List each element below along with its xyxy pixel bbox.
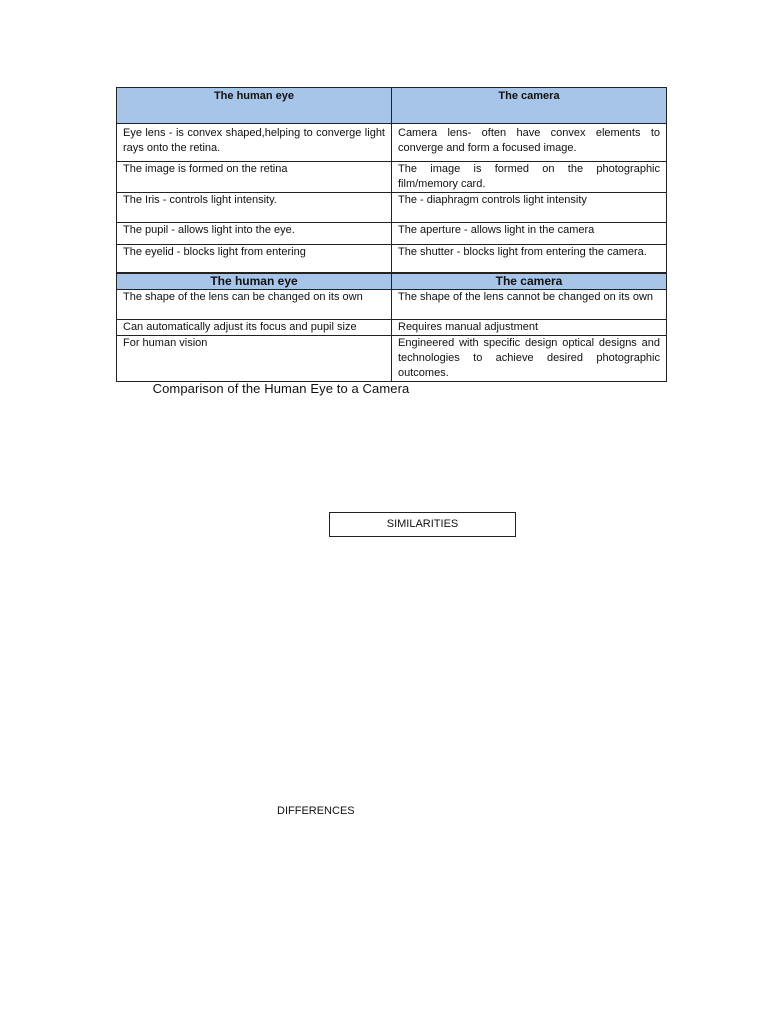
- differences-table: [116, 272, 667, 382]
- similarities-table: [116, 87, 667, 275]
- camera-cell: Requires manual adjustment: [392, 320, 667, 336]
- table-row: [117, 336, 667, 382]
- header-camera: The camera: [392, 273, 667, 290]
- camera-cell: The shape of the lens cannot be changed on its own: [392, 290, 667, 320]
- camera-cell: The image is formed on the photographic film/memory card.: [392, 162, 667, 193]
- camera-cell: The - diaphragm controls light intensity: [392, 193, 667, 223]
- table-caption: [116, 381, 666, 396]
- table-row: [117, 320, 667, 336]
- table-row: [117, 124, 667, 162]
- table-row: [117, 162, 667, 193]
- table-row: [117, 245, 667, 275]
- table-header-row: [117, 273, 667, 290]
- human-eye-cell: Eye lens - is convex shaped,helping to converge light rays onto the retina.: [117, 124, 392, 162]
- table-row: [117, 290, 667, 320]
- table-row: [117, 223, 667, 245]
- human-eye-cell: The shape of the lens can be changed on its own: [117, 290, 392, 320]
- camera-cell: The aperture - allows light in the camera: [392, 223, 667, 245]
- header-camera: The camera: [392, 88, 667, 124]
- table-row: [117, 193, 667, 223]
- header-human-eye: The human eye: [117, 273, 392, 290]
- camera-cell: Engineered with specific design optical designs and technologies to achieve desired photographic outcomes.: [392, 336, 667, 382]
- similarities-label-box: SIMILARITIES: [329, 512, 516, 537]
- header-human-eye: The human eye: [117, 88, 392, 124]
- caption-text: Comparison of the Human Eye to a Camera: [152, 381, 410, 396]
- human-eye-cell: The image is formed on the retina: [117, 162, 392, 193]
- camera-cell: Camera lens- often have convex elements to converge and form a focused image.: [392, 124, 667, 162]
- human-eye-cell: Can automatically adjust its focus and pupil size: [117, 320, 392, 336]
- table-header-row: [117, 88, 667, 124]
- human-eye-cell: The eyelid - blocks light from entering: [117, 245, 392, 275]
- human-eye-cell: The pupil - allows light into the eye.: [117, 223, 392, 245]
- differences-label: DIFFERENCES: [277, 805, 355, 817]
- human-eye-cell: The Iris - controls light intensity.: [117, 193, 392, 223]
- human-eye-cell: For human vision: [117, 336, 392, 382]
- camera-cell: The shutter - blocks light from entering the camera.: [392, 245, 667, 275]
